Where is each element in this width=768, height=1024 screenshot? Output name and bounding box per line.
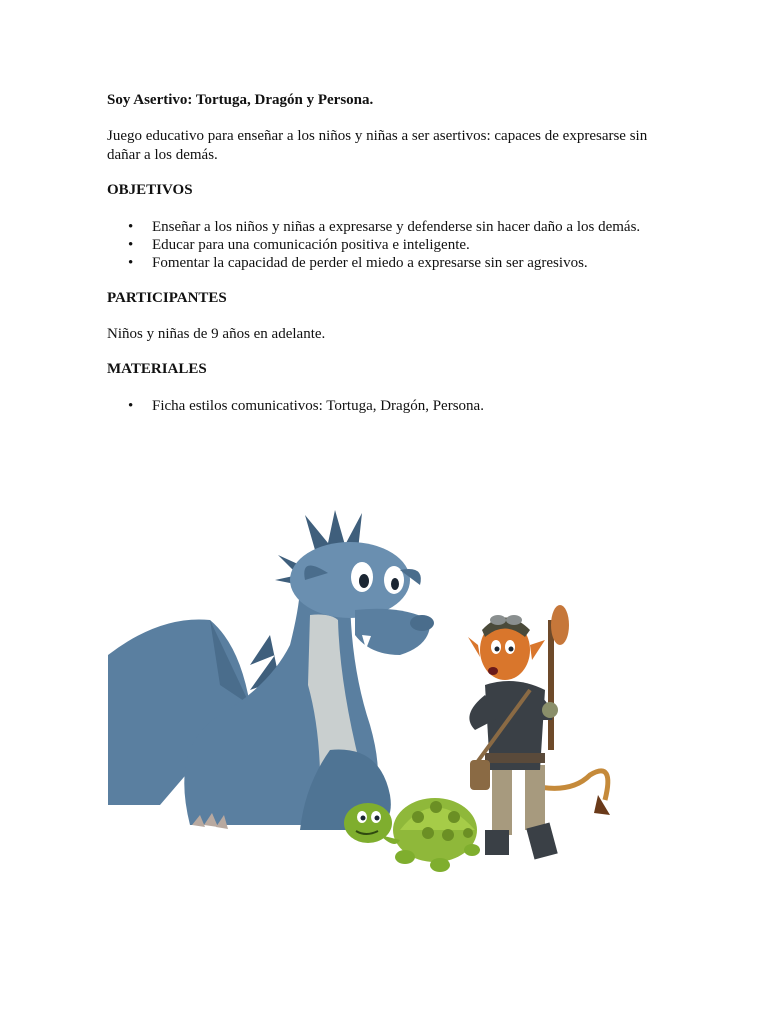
materiales-list xyxy=(107,397,484,415)
materiales-heading: MATERIALES xyxy=(107,361,207,377)
document-title: Soy Asertivo: Tortuga, Dragón y Persona. xyxy=(107,92,374,108)
list-item: • Fomentar la capacidad de perder el miedo a expresarse sin ser agresivos. xyxy=(107,254,640,272)
objetivos-list xyxy=(107,218,640,272)
intro-paragraph: Juego educativo para enseñar a los niños y niñas a ser asertivos: capaces de expresarse sin dañar a los demás. xyxy=(107,128,648,163)
person-image xyxy=(468,605,610,860)
objetivos-heading: OBJETIVOS xyxy=(107,182,193,198)
participantes-heading: PARTICIPANTES xyxy=(107,290,227,306)
dragon-turtle-person-illustration xyxy=(100,495,630,890)
list-item: • Enseñar a los niños y niñas a expresarse y defenderse sin hacer daño a los demás. xyxy=(107,218,640,236)
dragon-image xyxy=(108,510,434,830)
participantes-text: Niños y niñas de 9 años en adelante. xyxy=(107,326,326,342)
list-item: • Ficha estilos comunicativos: Tortuga, Dragón, Persona. xyxy=(107,397,484,415)
list-item: • Educar para una comunicación positiva e inteligente. xyxy=(107,236,640,254)
turtle-image xyxy=(344,798,480,872)
